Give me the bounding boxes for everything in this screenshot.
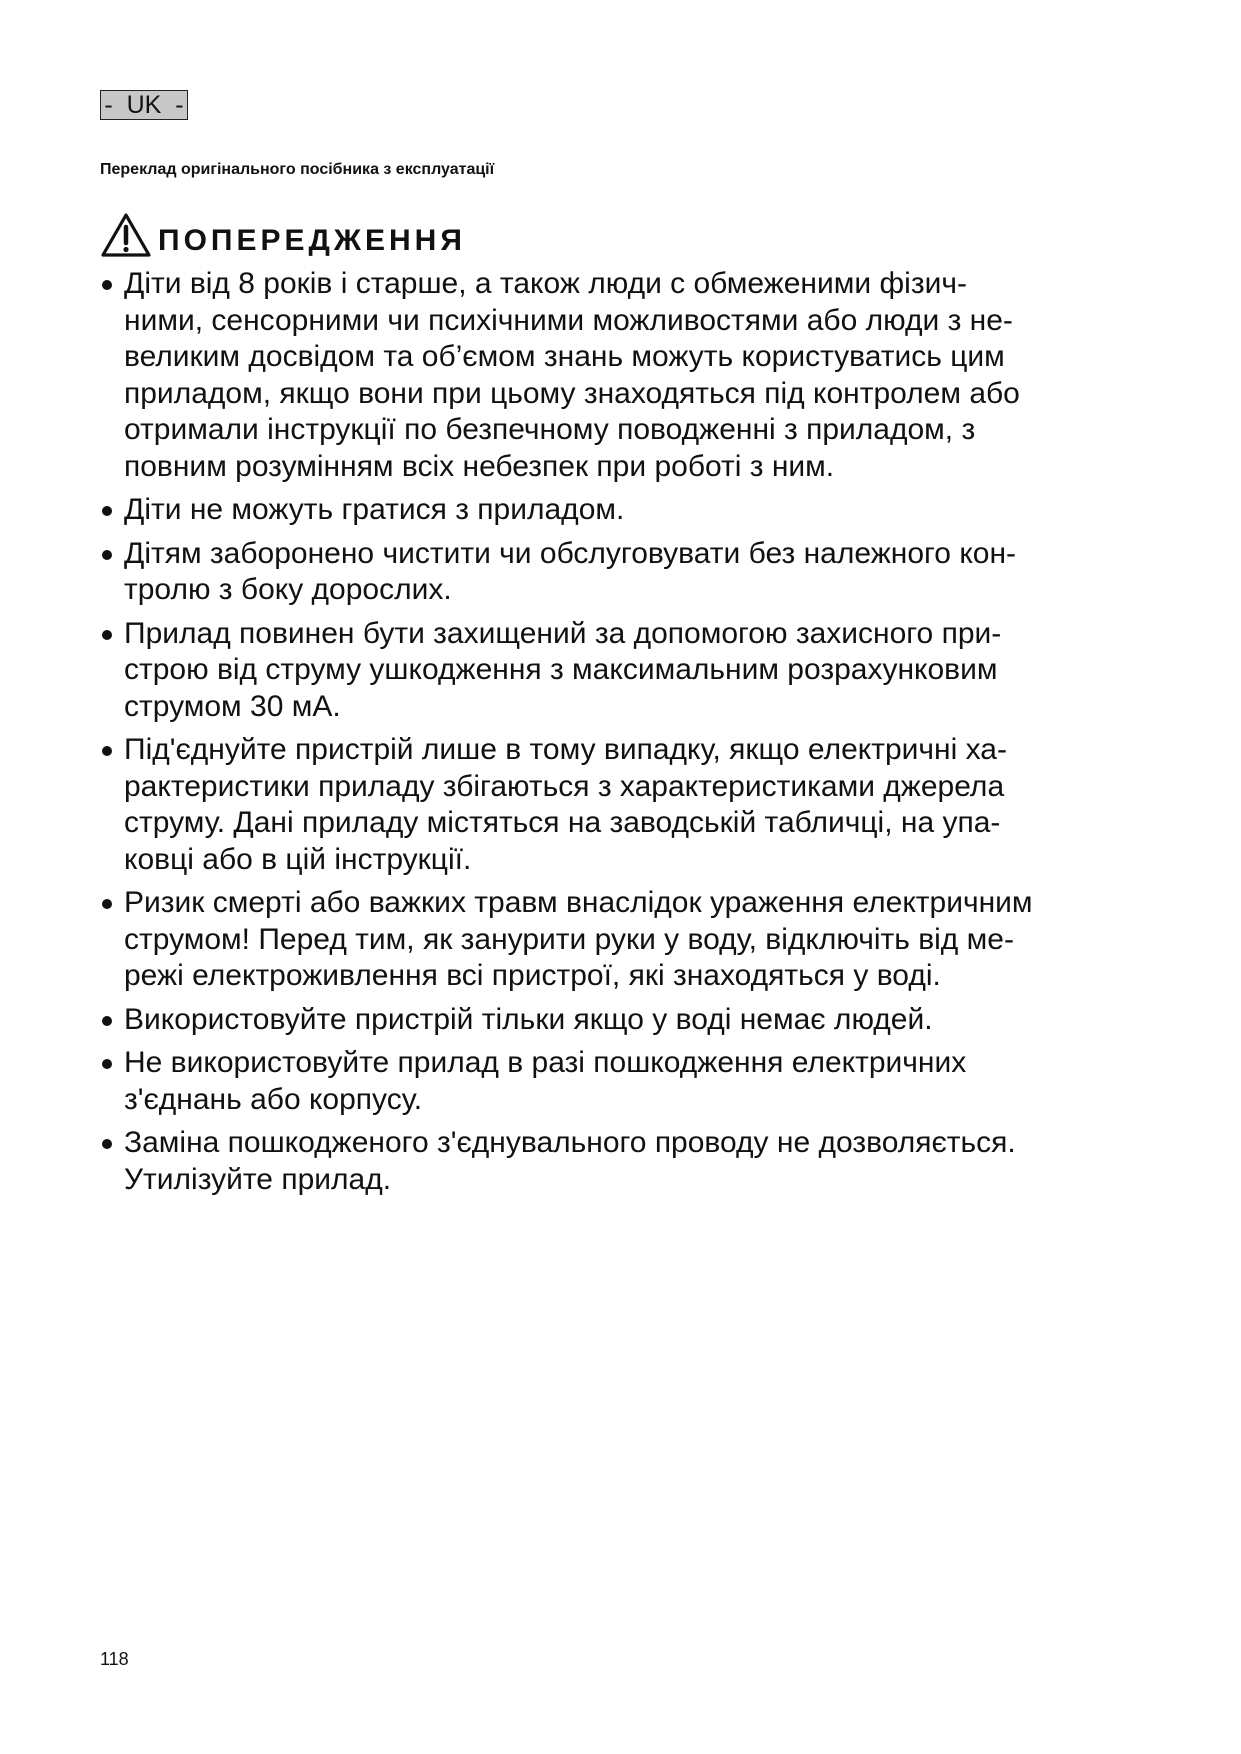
page-number: 118 bbox=[100, 1649, 129, 1669]
warning-triangle-icon bbox=[100, 212, 152, 258]
list-item-text: Діти не можуть гратися з приладом. bbox=[124, 493, 625, 526]
list-item-text: Діти від 8 років і старше, а також люди с обмеженими фізич- ними, сенсорними чи психічними можливостями або люди з не- великим досвідом та об’ємом знань можуть користуватись цим приладом, якщо вони при цьому знаходяться під контролем або отримали інструкції по безпечному поводженні з приладом, з повним розумінням всіх небезпек при роботі з ним. bbox=[124, 267, 1020, 483]
list-item bbox=[100, 1045, 1160, 1118]
list-item-text: Не використовуйте прилад в разі пошкодження електричних з'єднань або корпусу. bbox=[124, 1046, 967, 1116]
list-item-text: Заміна пошкодженого з'єднувального проводу не дозволяється. Утилізуйте прилад. bbox=[124, 1126, 1016, 1196]
bullet-icon bbox=[102, 630, 112, 640]
document-subtitle: Переклад оригінального посібника з експлуатації bbox=[100, 161, 495, 178]
bullet-icon bbox=[102, 550, 112, 560]
list-item bbox=[100, 732, 1160, 878]
warning-list bbox=[100, 266, 1160, 1205]
list-item-text: Прилад повинен бути захищений за допомогою захисного при- строю від струму ушкодження з максимальним розрахунковим струмом 30 мА. bbox=[124, 616, 1002, 723]
bullet-icon bbox=[102, 1016, 112, 1026]
list-item-text: Під'єднуйте пристрій лише в тому випадку, якщо електричні ха- рактеристики приладу збігаються з характеристиками джерела струму. Дані приладу містяться на заводській табличці, на упа- ковці або в цій інструкції. bbox=[124, 733, 1007, 876]
bullet-icon bbox=[102, 506, 112, 516]
warning-title: ПОПЕРЕДЖЕННЯ bbox=[158, 224, 466, 257]
warning-heading bbox=[100, 208, 466, 258]
bullet-icon bbox=[102, 1059, 112, 1069]
list-item bbox=[100, 1125, 1160, 1198]
list-item-text: Дітям заборонено чистити чи обслуговувати без належного кон- тролю з боку дорослих. bbox=[124, 536, 1017, 606]
bullet-icon bbox=[102, 899, 112, 909]
list-item bbox=[100, 616, 1160, 726]
bullet-icon bbox=[102, 746, 112, 756]
bullet-icon bbox=[102, 280, 112, 290]
list-item bbox=[100, 885, 1160, 995]
list-item bbox=[100, 492, 1160, 529]
list-item bbox=[100, 536, 1160, 609]
list-item-text: Використовуйте пристрій тільки якщо у воді немає людей. bbox=[124, 1002, 933, 1036]
language-badge: - UK - bbox=[100, 90, 188, 120]
bullet-icon bbox=[102, 1139, 112, 1149]
list-item bbox=[100, 1002, 1160, 1039]
list-item bbox=[100, 266, 1160, 485]
list-item-text: Ризик смерті або важких травм внаслідок ураження електричним струмом! Перед тим, як занурити руки у воду, відключіть від ме- режі електроживлення всі пристрої, які знаходяться у воді. bbox=[124, 886, 1033, 992]
